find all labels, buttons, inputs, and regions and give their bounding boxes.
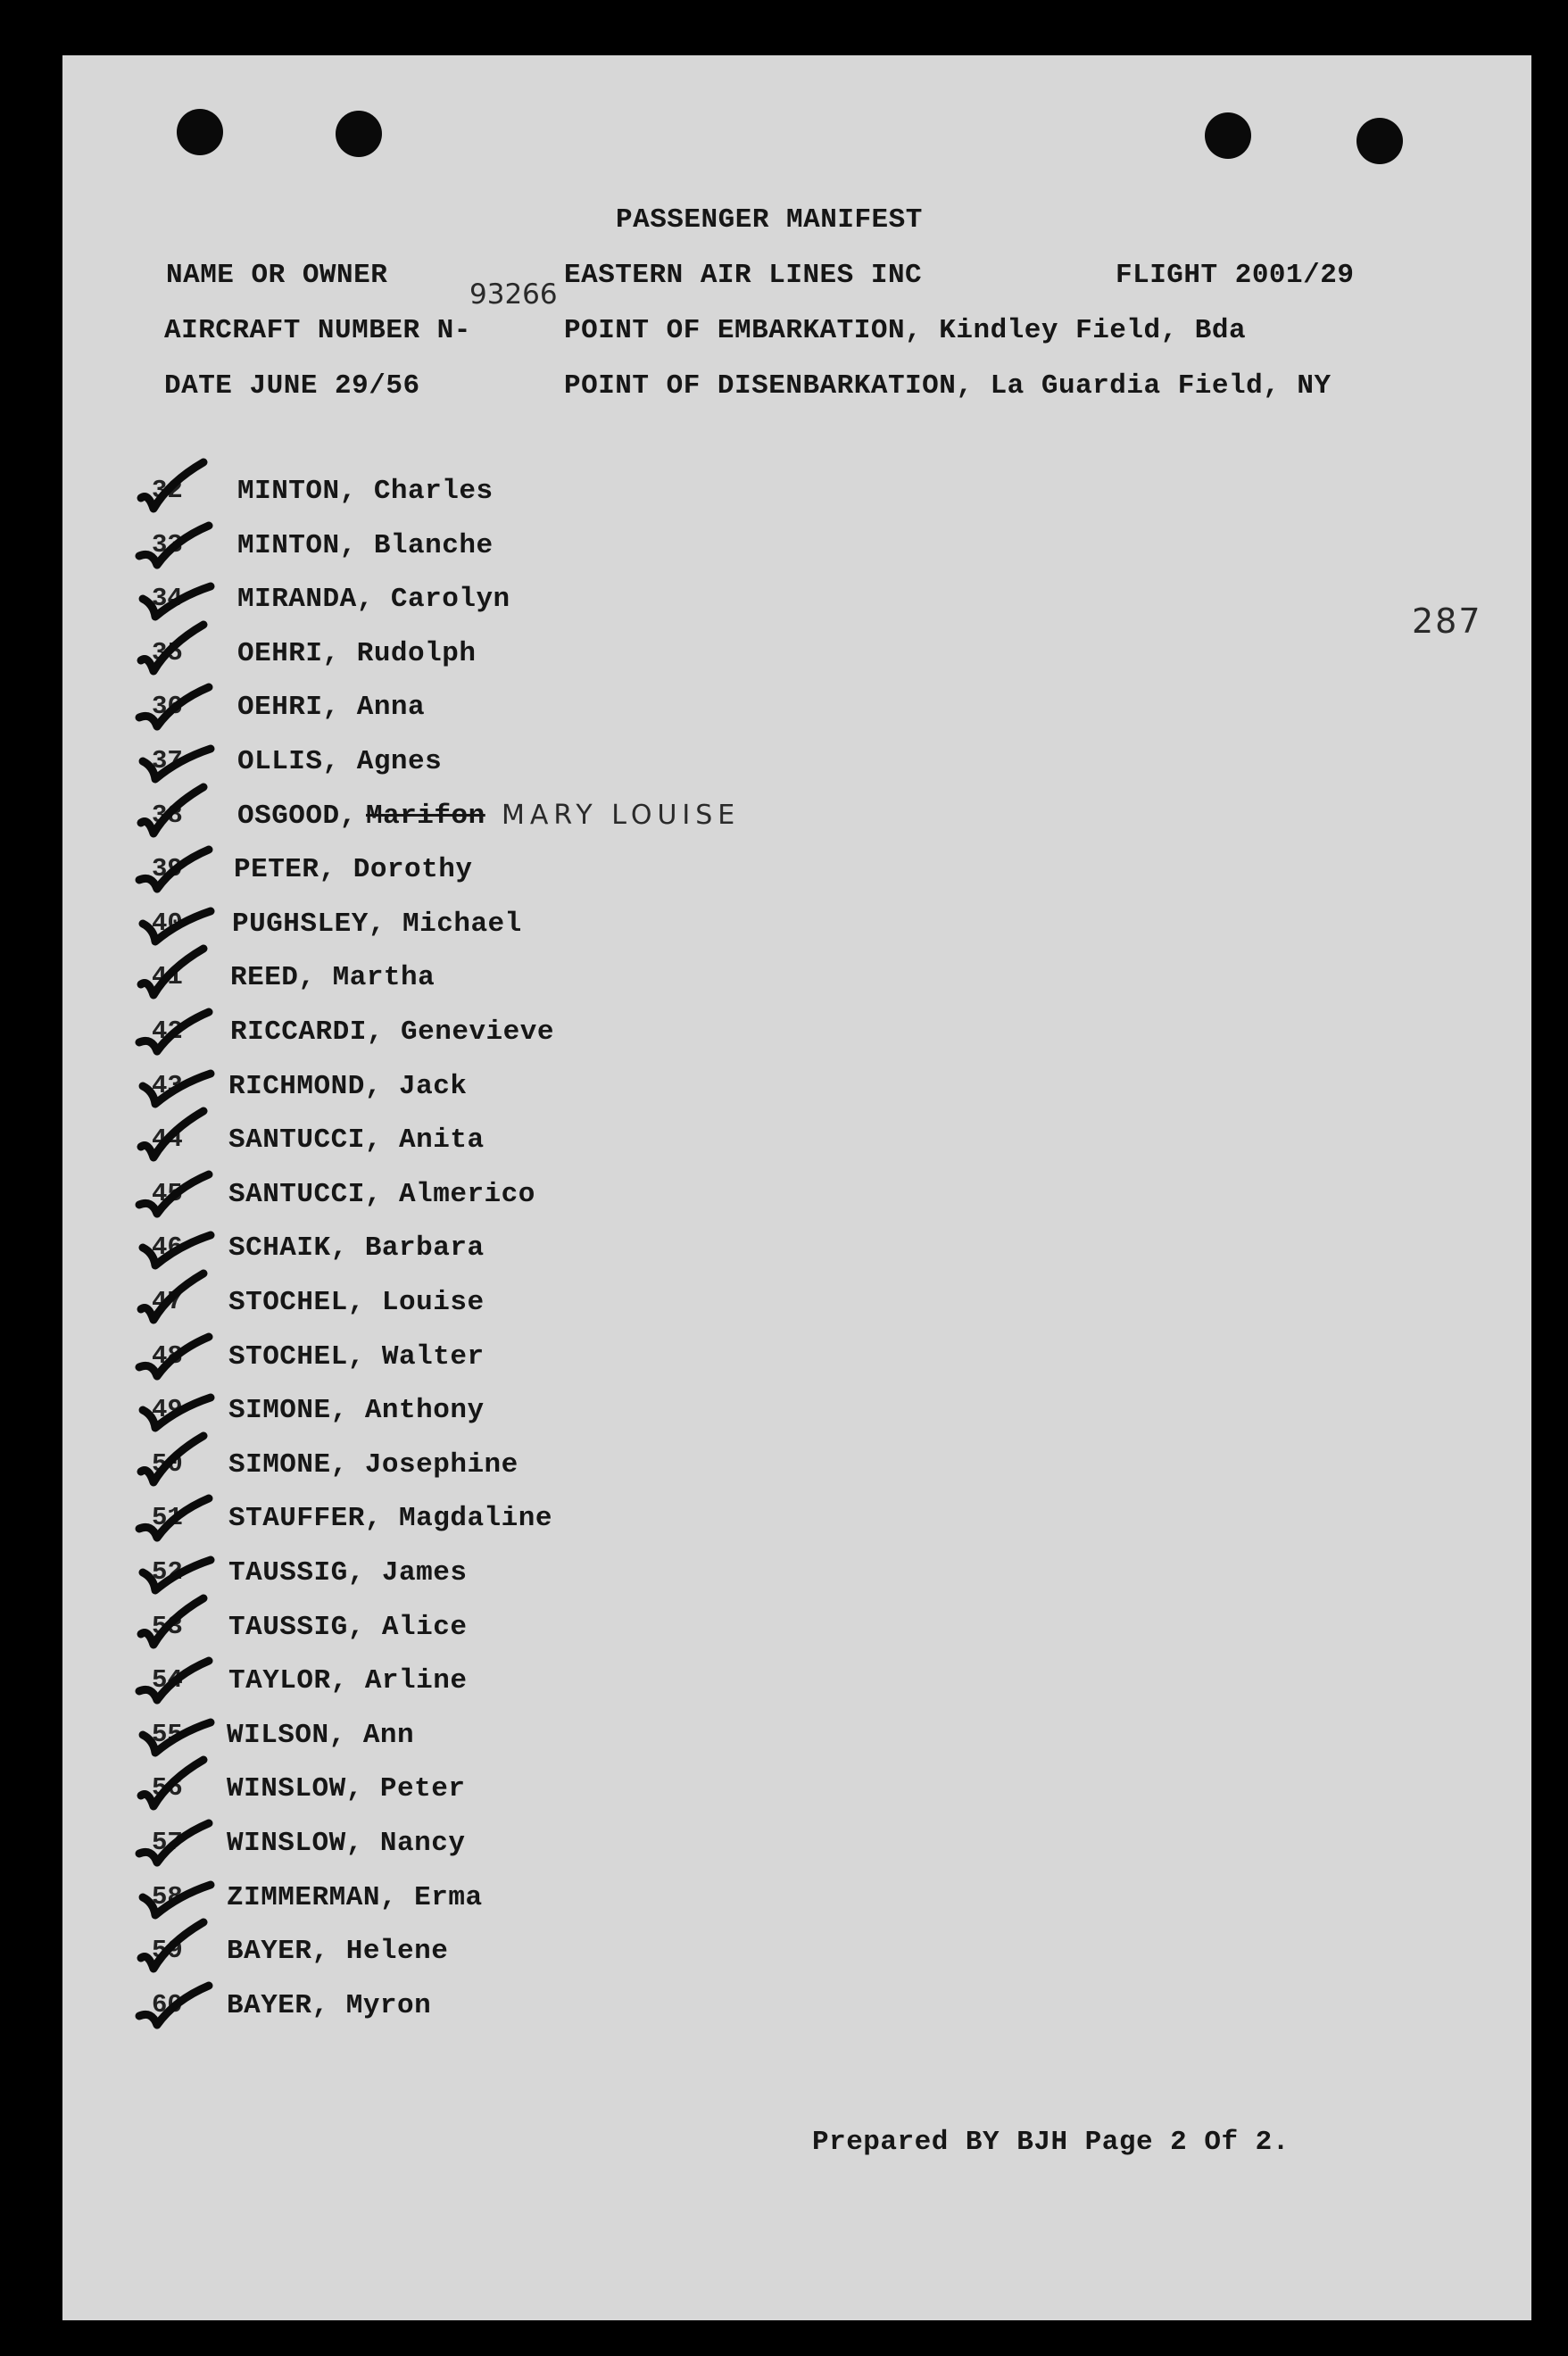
manifest-date: DATE JUNE 29/56 bbox=[164, 370, 420, 402]
passenger-number: 55 bbox=[152, 1719, 183, 1749]
passenger-row bbox=[152, 1230, 1044, 1265]
passenger-row bbox=[152, 473, 1044, 509]
aircraft-label: AIRCRAFT NUMBER N- bbox=[164, 315, 471, 346]
passenger-number: 52 bbox=[152, 1557, 183, 1587]
passenger-row bbox=[152, 527, 1044, 563]
passenger-row bbox=[152, 1392, 1044, 1428]
passenger-row bbox=[152, 851, 1044, 887]
passenger-number: 32 bbox=[152, 476, 183, 505]
passenger-number: 49 bbox=[152, 1395, 183, 1425]
passenger-row bbox=[152, 1122, 1044, 1157]
passenger-name: TAYLOR, Arline bbox=[228, 1665, 468, 1697]
passenger-number: 56 bbox=[152, 1773, 183, 1804]
passenger-name: SIMONE, Josephine bbox=[228, 1448, 519, 1481]
passenger-name: MINTON, Blanche bbox=[237, 529, 494, 561]
passenger-name: PUGHSLEY, Michael bbox=[232, 908, 522, 940]
passenger-number: 33 bbox=[152, 529, 183, 560]
prepared-by-footer: Prepared BY BJH Page 2 Of 2. bbox=[812, 2127, 1290, 2158]
passenger-row bbox=[152, 1284, 1044, 1320]
passenger-number: 39 bbox=[152, 854, 183, 884]
punch-hole-4 bbox=[1356, 118, 1403, 164]
passenger-name: RICCARDI, Genevieve bbox=[230, 1016, 554, 1048]
passenger-number: 54 bbox=[152, 1665, 183, 1696]
passenger-row bbox=[152, 1717, 1044, 1753]
passenger-number: 59 bbox=[152, 1936, 183, 1966]
passenger-name: OEHRI, Anna bbox=[237, 692, 426, 724]
passenger-name: WILSON, Ann bbox=[227, 1719, 415, 1751]
passenger-row bbox=[152, 798, 1044, 834]
struck-given-name: Marifon bbox=[366, 800, 485, 832]
passenger-number: 43 bbox=[152, 1070, 183, 1100]
passenger-name: REED, Martha bbox=[230, 962, 436, 994]
passenger-number: 38 bbox=[152, 800, 183, 830]
passenger-name: BAYER, Helene bbox=[227, 1936, 449, 1968]
passenger-name: STOCHEL, Louise bbox=[228, 1287, 485, 1318]
passenger-name: SANTUCCI, Anita bbox=[228, 1124, 485, 1157]
punch-hole-2 bbox=[336, 111, 382, 157]
passenger-name: ZIMMERMAN, Erma bbox=[227, 1881, 483, 1913]
passenger-number: 60 bbox=[152, 1989, 183, 2020]
passenger-row bbox=[152, 1014, 1044, 1049]
passenger-row bbox=[152, 743, 1044, 779]
passenger-number: 41 bbox=[152, 962, 183, 992]
passenger-name: SANTUCCI, Almerico bbox=[228, 1178, 535, 1210]
passenger-row bbox=[152, 1987, 1044, 2023]
passenger-name: WINSLOW, Nancy bbox=[227, 1828, 466, 1859]
check-mark-icon bbox=[134, 1970, 241, 2041]
passenger-row bbox=[152, 906, 1044, 942]
passenger-number: 35 bbox=[152, 637, 183, 668]
passenger-number: 40 bbox=[152, 908, 183, 938]
aircraft-number-handwritten: 93266 bbox=[469, 278, 558, 311]
passenger-row bbox=[152, 959, 1044, 995]
passenger-name: TAUSSIG, James bbox=[228, 1557, 468, 1589]
passenger-row bbox=[152, 1555, 1044, 1590]
passenger-row bbox=[152, 1068, 1044, 1104]
owner-label: NAME OR OWNER bbox=[166, 260, 388, 291]
passenger-number: 53 bbox=[152, 1611, 183, 1641]
passenger-number: 50 bbox=[152, 1448, 183, 1479]
passenger-name: MINTON, Charles bbox=[237, 476, 494, 507]
passenger-name: BAYER, Myron bbox=[227, 1989, 432, 2021]
manifest-sheet bbox=[62, 55, 1531, 2320]
passenger-name: SCHAIK, Barbara bbox=[228, 1232, 485, 1265]
passenger-number: 51 bbox=[152, 1503, 183, 1533]
passenger-row bbox=[152, 1825, 1044, 1861]
page-stamp: 287 bbox=[1412, 601, 1482, 641]
passenger-row bbox=[152, 1771, 1044, 1806]
passenger-row bbox=[152, 635, 1044, 671]
passenger-number: 45 bbox=[152, 1178, 183, 1208]
passenger-name: PETER, Dorothy bbox=[234, 854, 473, 886]
passenger-number: 44 bbox=[152, 1124, 183, 1155]
passenger-number: 36 bbox=[152, 692, 183, 722]
passenger-name: STAUFFER, Magdaline bbox=[228, 1503, 552, 1535]
owner-value: EASTERN AIR LINES INC bbox=[564, 260, 923, 291]
passenger-row bbox=[152, 689, 1044, 725]
passenger-row bbox=[152, 1500, 1044, 1536]
passenger-row bbox=[152, 1933, 1044, 1969]
passenger-row bbox=[152, 1447, 1044, 1482]
punch-hole-3 bbox=[1205, 112, 1251, 159]
passenger-name: OSGOOD, bbox=[237, 800, 374, 832]
passenger-name: TAUSSIG, Alice bbox=[228, 1611, 468, 1643]
disembarkation-point: POINT OF DISENBARKATION, La Guardia Field, NY bbox=[564, 370, 1332, 402]
passenger-name: OEHRI, Rudolph bbox=[237, 637, 477, 669]
flight-number: FLIGHT 2001/29 bbox=[1116, 260, 1355, 291]
passenger-row bbox=[152, 581, 1044, 617]
embarkation-point: POINT OF EMBARKATION, Kindley Field, Bda bbox=[564, 315, 1247, 346]
handwritten-given-name: MARY LOUISE bbox=[502, 799, 741, 831]
passenger-row bbox=[152, 1609, 1044, 1645]
punch-hole-1 bbox=[177, 109, 223, 155]
passenger-row bbox=[152, 1879, 1044, 1915]
passenger-row bbox=[152, 1663, 1044, 1698]
passenger-name: OLLIS, Agnes bbox=[237, 746, 443, 777]
passenger-name: WINSLOW, Peter bbox=[227, 1773, 466, 1805]
passenger-name: MIRANDA, Carolyn bbox=[237, 584, 510, 616]
passenger-number: 46 bbox=[152, 1232, 183, 1263]
passenger-number: 58 bbox=[152, 1881, 183, 1912]
passenger-row bbox=[152, 1176, 1044, 1212]
passenger-number: 47 bbox=[152, 1287, 183, 1316]
passenger-number: 48 bbox=[152, 1340, 183, 1371]
passenger-name: RICHMOND, Jack bbox=[228, 1070, 468, 1102]
passenger-number: 34 bbox=[152, 584, 183, 614]
passenger-name: STOCHEL, Walter bbox=[228, 1340, 485, 1373]
passenger-number: 42 bbox=[152, 1016, 183, 1046]
passenger-number: 37 bbox=[152, 746, 183, 776]
passenger-name: SIMONE, Anthony bbox=[228, 1395, 485, 1427]
passenger-row bbox=[152, 1339, 1044, 1374]
passenger-number: 57 bbox=[152, 1828, 183, 1857]
manifest-title: PASSENGER MANIFEST bbox=[616, 204, 923, 236]
